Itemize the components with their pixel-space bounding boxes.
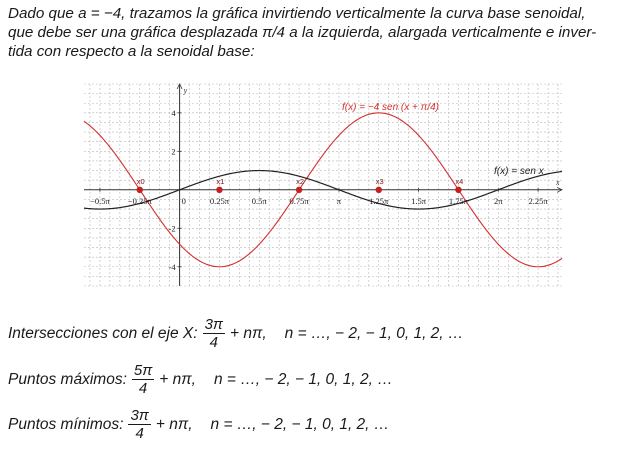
x-tick-label: 0.5π [251, 195, 267, 206]
formula-label: Intersecciones con el eje X: [8, 324, 198, 342]
y-tick-label: 4 [171, 107, 176, 118]
x-tick-label: 0 [181, 195, 186, 206]
x-tick-label: 1.5π [411, 195, 427, 206]
intro-line-3: tida con respecto a la senoidal base: [8, 43, 255, 60]
intersection-point [137, 187, 143, 193]
intersection-point-label: x3 [375, 176, 384, 186]
function-graph [82, 80, 564, 292]
formula-term: + nπ, [229, 324, 267, 342]
x-tick-label: 2.25π [528, 195, 548, 206]
y-tick-label: -2 [168, 223, 176, 234]
fraction-denominator: 4 [135, 425, 144, 442]
fraction [128, 407, 150, 442]
formula-term: + nπ, [159, 370, 196, 388]
formula-maxima [8, 362, 393, 397]
formula-n-values: n = …, − 2, − 1, 0, 1, 2, … [213, 370, 393, 388]
intersection-point-label: x2 [296, 176, 305, 186]
formula-intersections [8, 316, 463, 351]
formula-label: Puntos máximos: [8, 370, 127, 388]
series-label-red: f(x) = −4 sen (x + π/4) [342, 102, 440, 113]
grid-lines [84, 84, 562, 286]
fraction-denominator: 4 [209, 334, 218, 351]
formula-minima [8, 407, 389, 442]
axes [84, 84, 562, 286]
intersection-point-label: x0 [136, 176, 145, 186]
x-tick-label: 0.75π [289, 195, 309, 206]
formula-term: + nπ, [155, 415, 193, 433]
x-tick-label: 0.25π [209, 195, 230, 206]
fraction [132, 362, 154, 397]
x-tick-label: π [336, 195, 342, 206]
intersection-point [296, 187, 302, 193]
fraction-numerator: 5π [133, 362, 153, 379]
intro-line-2: que debe ser una gráfica desplazada π/4 a la izquierda, alargada verticalmente e inver- [8, 24, 597, 41]
intersection-point [376, 187, 382, 193]
x-tick-label: 2π [493, 195, 503, 206]
x-tick-label: −0.25π [127, 195, 152, 206]
fraction-denominator: 4 [138, 380, 148, 397]
x-tick-label: −0.5π [90, 195, 110, 206]
intersection-point [455, 187, 461, 193]
x-tick-label: 1.25π [369, 195, 389, 206]
formula-label: Puntos mínimos: [8, 415, 124, 433]
fraction [203, 316, 225, 351]
intro-text [8, 4, 636, 61]
y-tick-label: 2 [171, 146, 176, 157]
series-label-black: f(x) = sen x [494, 166, 544, 177]
x-tick-label: 1.75π [448, 195, 469, 206]
y-tick-label: -4 [168, 261, 176, 272]
intersection-point-label: x1 [216, 176, 225, 186]
intersection-points [137, 177, 464, 193]
intro-line-1: Dado que a = −4, trazamos la gráfica invirtiendo verticalmente la curva base senoidal, [8, 5, 586, 22]
fraction-numerator: 3π [130, 407, 149, 424]
fraction-numerator: 3π [204, 316, 223, 333]
x-axis-label: x [556, 177, 560, 187]
intersection-point-label: x4 [455, 176, 464, 186]
formula-n-values: n = …, − 2, − 1, 0, 1, 2, … [210, 415, 390, 433]
formula-n-values: n = …, − 2, − 1, 0, 1, 2, … [284, 324, 464, 342]
y-axis-label: y [183, 86, 188, 95]
intersection-point [216, 187, 222, 193]
